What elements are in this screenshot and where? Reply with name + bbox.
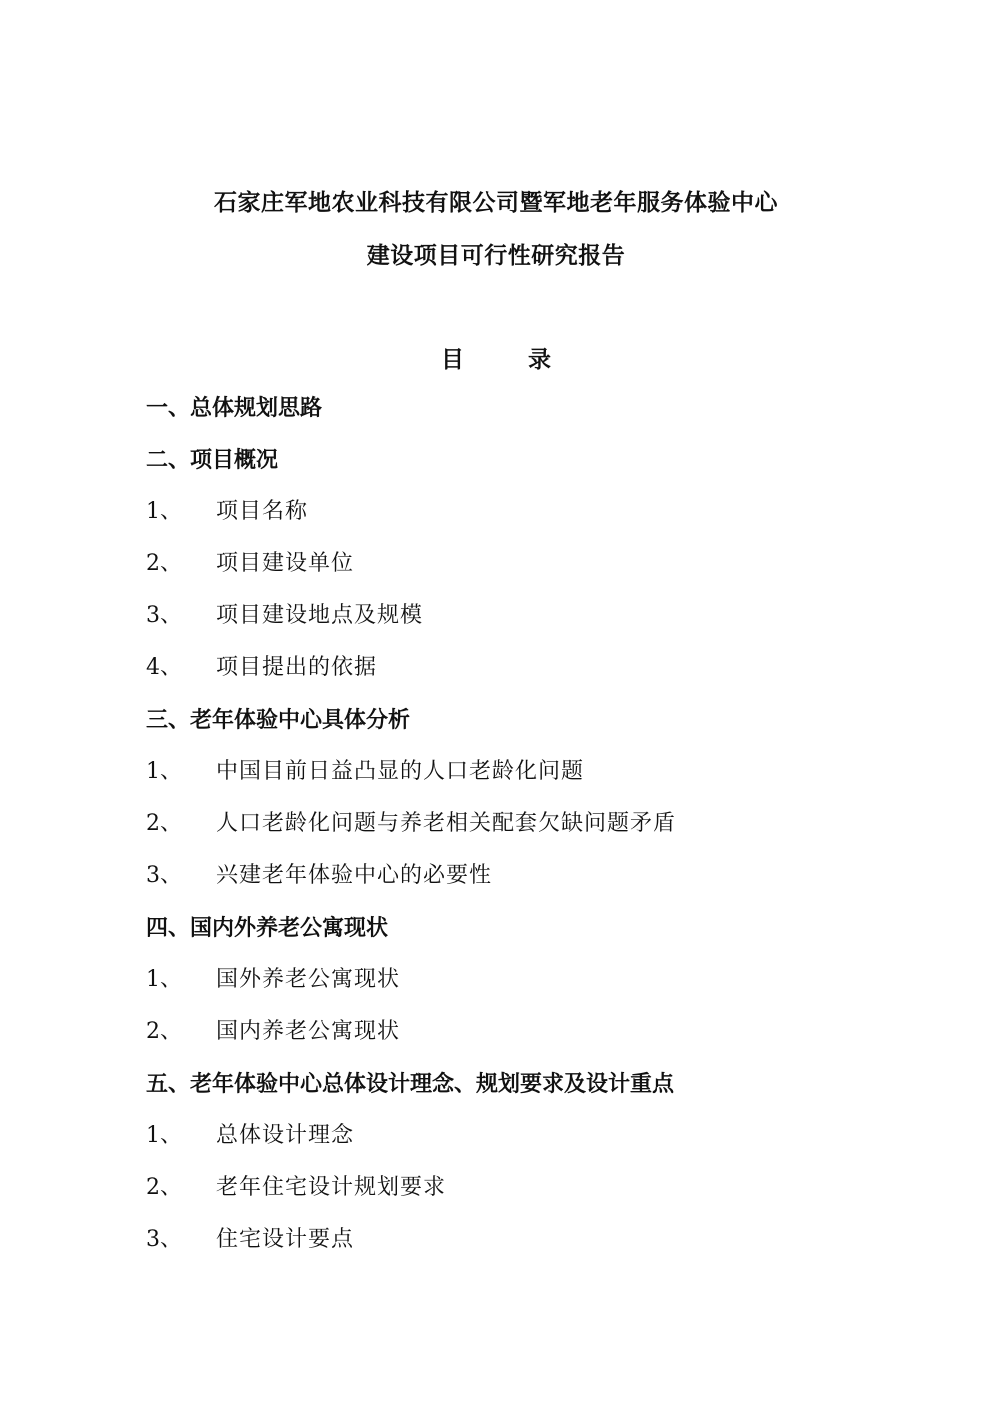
toc-item-number: 2、 [146,1175,182,1200]
toc-item-label: 总体设计理念 [216,1123,355,1148]
toc-item [146,549,906,601]
toc-section [146,705,906,757]
toc-heading [0,341,992,374]
toc-item [146,1173,906,1225]
toc-item [146,497,906,549]
toc-item [146,601,906,653]
toc-section-label: 五、老年体验中心总体设计理念、规划要求及设计重点 [146,1071,675,1097]
toc-item [146,1121,906,1173]
toc-item [146,1017,906,1069]
document-title-line-2: 建设项目可行性研究报告 [366,242,626,269]
toc-item-label: 项目建设单位 [216,551,355,576]
toc-item-label: 兴建老年体验中心的必要性 [216,863,493,888]
toc-item-number: 2、 [146,1019,182,1044]
table-of-contents [146,393,906,1277]
toc-item [146,653,906,705]
toc-item-label: 人口老龄化问题与养老相关配套欠缺问题矛盾 [216,811,677,836]
toc-item-label: 项目建设地点及规模 [216,603,424,628]
toc-section [146,393,906,445]
toc-item-label: 国内养老公寓现状 [216,1019,401,1044]
toc-item-label: 老年住宅设计规划要求 [216,1175,447,1200]
toc-item-number: 4、 [146,655,182,680]
toc-section-label: 二、项目概况 [146,447,279,473]
toc-item-number: 3、 [146,1227,182,1252]
toc-item-label: 项目名称 [216,499,309,524]
toc-item-label: 中国目前日益凸显的人口老龄化问题 [216,759,585,784]
toc-section [146,913,906,965]
toc-item-number: 1、 [146,1123,182,1148]
toc-item-number: 2、 [146,811,182,836]
toc-item-number: 1、 [146,759,182,784]
toc-item [146,757,906,809]
toc-item [146,965,906,1017]
toc-heading-char-2: 录 [528,346,551,373]
document-title-line-1: 石家庄军地农业科技有限公司暨军地老年服务体验中心 [214,189,778,216]
toc-item-number: 2、 [146,551,182,576]
toc-item-number: 3、 [146,603,182,628]
toc-item-label: 国外养老公寓现状 [216,967,401,992]
toc-item-number: 3、 [146,863,182,888]
toc-item-number: 1、 [146,499,182,524]
toc-item-number: 1、 [146,967,182,992]
toc-section-label: 三、老年体验中心具体分析 [146,707,411,733]
toc-item-label: 项目提出的依据 [216,655,378,680]
toc-item [146,861,906,913]
toc-item [146,809,906,861]
toc-section [146,1069,906,1121]
toc-item-label: 住宅设计要点 [216,1227,355,1252]
toc-item [146,1225,906,1277]
toc-section-label: 一、总体规划思路 [146,395,323,421]
toc-heading-char-1: 目 [441,346,464,373]
toc-section [146,445,906,497]
toc-section-label: 四、国内外养老公寓现状 [146,915,389,941]
